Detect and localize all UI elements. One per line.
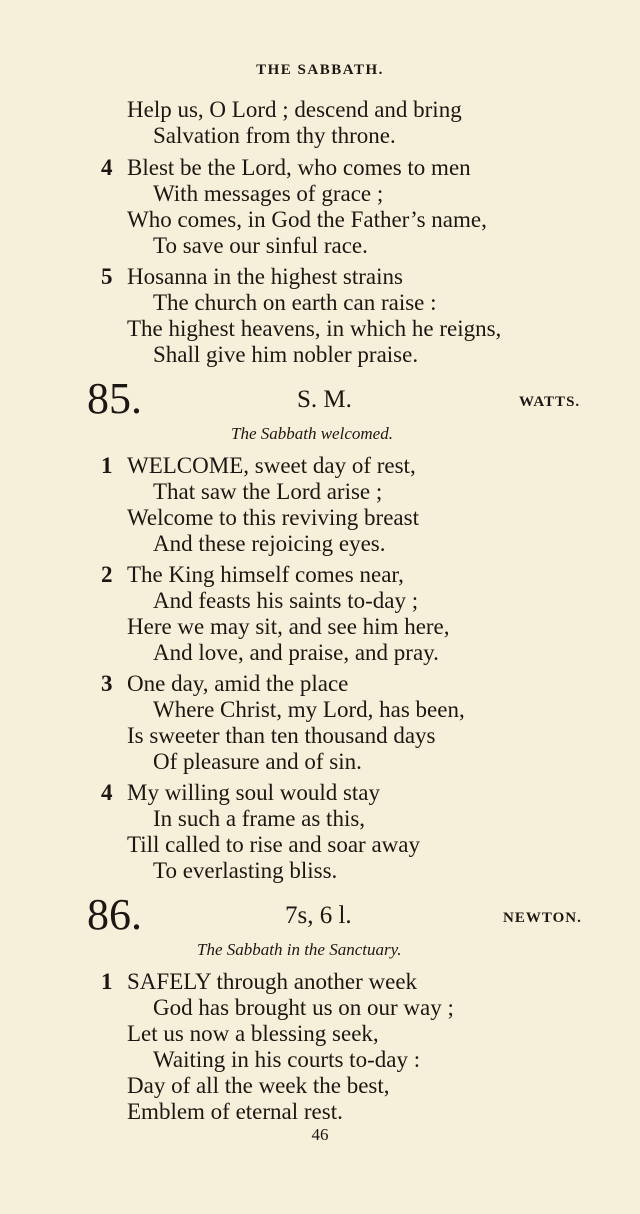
verse-line: That saw the Lord arise ; [153, 479, 383, 504]
verse-line: WELCOME, sweet day of rest, [127, 453, 416, 478]
verse-line: Help us, O Lord ; descend and bring [127, 97, 462, 122]
verse-line: The church on earth can raise : [153, 290, 437, 315]
hymn-author: NEWTON. [503, 910, 582, 926]
verse-line: Let us now a blessing seek, [127, 1021, 379, 1046]
verse-line: Salvation from thy throne. [153, 123, 396, 148]
hymn-number: 85. [87, 374, 142, 423]
page-number: 46 [311, 1125, 329, 1144]
verse-line: With messages of grace ; [153, 181, 384, 206]
verse-line: Where Christ, my Lord, has been, [153, 697, 465, 722]
verse-line: The highest heavens, in which he reigns, [127, 316, 502, 341]
verse-line: SAFELY through another week [127, 969, 418, 994]
verse-line: Who comes, in God the Father’s name, [127, 207, 487, 232]
verse-line: And love, and praise, and pray. [153, 640, 439, 665]
verse-line: Shall give him nobler praise. [153, 342, 419, 367]
verse-line: God has brought us on our way ; [153, 995, 454, 1020]
running-head: THE SABBATH. [256, 62, 384, 78]
verse-line: To everlasting bliss. [153, 858, 338, 883]
verse-line: Here we may sit, and see him here, [127, 614, 450, 639]
hymn-subtitle: The Sabbath in the Sanctuary. [197, 940, 402, 959]
stanza-number: 4 [101, 780, 113, 805]
stanza-number: 3 [101, 671, 113, 696]
verse-line: To save our sinful race. [153, 233, 368, 258]
verse-line: And these rejoicing eyes. [153, 531, 386, 556]
stanza-number: 1 [101, 453, 113, 478]
hymn-meter: 7s, 6 l. [285, 902, 352, 929]
verse-line: Emblem of eternal rest. [127, 1099, 343, 1124]
verse-line: And feasts his saints to-day ; [153, 588, 419, 613]
verse-line: Of pleasure and of sin. [153, 749, 362, 774]
verse-line: Till called to rise and soar away [127, 832, 420, 857]
hymn-subtitle: The Sabbath welcomed. [231, 424, 393, 443]
stanza-number: 2 [101, 562, 113, 587]
hymn-number: 86. [87, 890, 142, 939]
verse-line: Is sweeter than ten thousand days [127, 723, 436, 748]
verse-line: Hosanna in the highest strains [127, 264, 403, 289]
hymn-meter: S. M. [297, 386, 352, 413]
verse-line: Waiting in his courts to-day : [153, 1047, 421, 1072]
verse-line: The King himself comes near, [127, 562, 404, 587]
verse-line: Day of all the week the best, [127, 1073, 390, 1098]
verse-line: My willing soul would stay [127, 780, 381, 805]
stanza-number: 1 [101, 969, 113, 994]
stanza-number: 4 [101, 155, 113, 180]
verse-line: One day, amid the place [127, 671, 349, 696]
verse-line: In such a frame as this, [153, 806, 366, 831]
stanza-number: 5 [101, 264, 113, 289]
hymn-author: WATTS. [519, 394, 581, 410]
verse-line: Blest be the Lord, who comes to men [127, 155, 471, 180]
verse-line: Welcome to this reviving breast [127, 505, 419, 530]
